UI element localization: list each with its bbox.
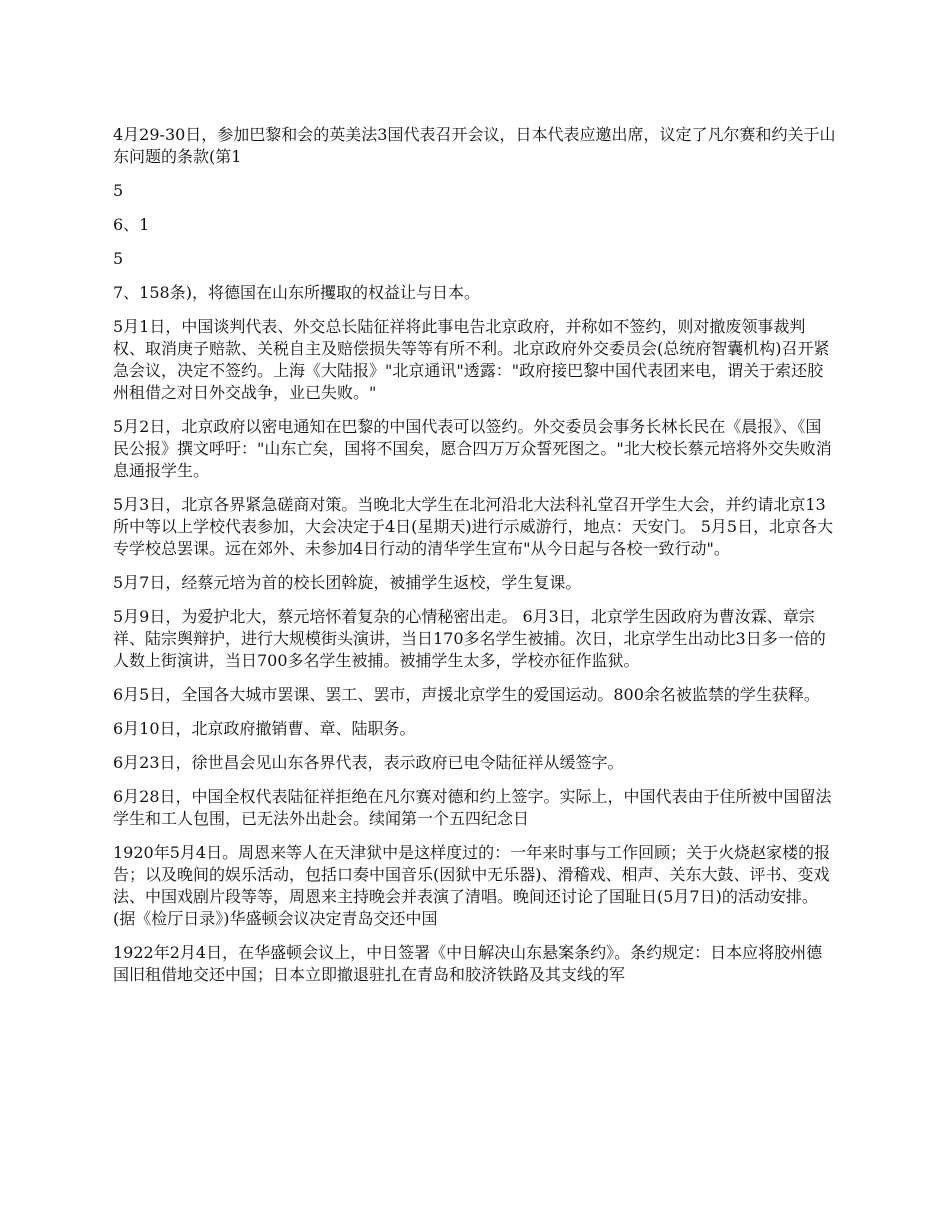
paragraph: 5月1日，中国谈判代表、外交总长陆征祥将此事电告北京政府，并称如不签约，则对撤废领事裁判权、取消庚子赔款、关税自主及赔偿损失等等有所不利。北京政府外交委员会(总统府智囊机构)召开紧急会议，决定不签约。上海《大陆报》"北京通讯"透露："政府接巴黎中国代表团来电，谓关于索还胶州租借之对日外交战争，业已失败。": [113, 317, 830, 402]
paragraph: 6月28日，中国全权代表陆征祥拒绝在凡尔赛对德和约上签字。实际上，中国代表由于住所被中国留法学生和工人包围，已无法外出赴会。续闻第一个五四纪念日: [113, 787, 832, 828]
paragraph: 4月29-30日，参加巴黎和会的英美法3国代表召开会议，日本代表应邀出席，议定了凡尔赛和约关于山东问题的条款(第1: [113, 125, 836, 166]
paragraph: 5月2日，北京政府以密电通知在巴黎的中国代表可以签约。外交委员会事务长林长民在《晨报》、《国民公报》撰文呼吁："山东亡矣，国将不国矣，愿合四万万众誓死图之。"北大校长蔡元培将外交失败消息通报学生。: [113, 417, 832, 480]
paragraph: 6月5日，全国各大城市罢课、罢工、罢市，声援北京学生的爱国运动。800余名被监禁的学生获释。: [113, 685, 820, 704]
paragraph: 6月23日，徐世昌会见山东各界代表，表示政府已电令陆征祥从缓签字。: [113, 753, 624, 772]
paragraph: 1922年2月4日，在华盛顿会议上，中日签署《中日解决山东悬案条约》。条约规定：日本应将胶州德国旧租借地交还中国；日本立即撤退驻扎在青岛和胶济铁路及其支线的军: [113, 943, 823, 984]
paragraph: 5: [113, 249, 124, 268]
paragraph: 6、1: [113, 215, 150, 234]
paragraph: 5月3日，北京各界紧急磋商对策。当晚北大学生在北河沿北大法科礼堂召开学生大会，并约请北京13所中等以上学校代表参加，大会决定于4日(星期天)进行示威游行，地点：天安门。 5月5日，北京各大专学校总罢课。远在郊外、未参加4日行动的清华学生宣布"从今日起与各校一致行动"。: [113, 495, 834, 558]
paragraph: 5月7日，经蔡元培为首的校长团斡旋，被捕学生返校，学生复课。: [113, 573, 582, 592]
paragraph: 5月9日，为爱护北大，蔡元培怀着复杂的心情秘密出走。 6月3日，北京学生因政府为曹汝霖、章宗祥、陆宗舆辩护，进行大规模街头演讲，当日170多名学生被捕。次日，北京学生出动比3日多一倍的人数上街演讲，当日700多名学生被捕。被捕学生太多，学校亦征作监狱。: [113, 607, 826, 670]
paragraph: 5: [113, 181, 124, 200]
paragraph: 7、158条)，将德国在山东所攫取的权益让与日本。: [113, 283, 480, 302]
paragraph: 1920年5月4日。周恩来等人在天津狱中是这样度过的：一年来时事与工作回顾；关于火烧赵家楼的报告；以及晚间的娱乐活动，包括口奏中国音乐(因狱中无乐器)、滑稽戏、相声、关东大鼓、评书、变戏法、中国戏剧片段等等，周恩来主持晚会并表演了清唱。晚间还讨论了国耻日(5月7日)的活动安排。(据《检厅日录》)华盛顿会议决定青岛交还中国: [113, 843, 831, 928]
paragraph: 6月10日，北京政府撤销曹、章、陆职务。: [113, 719, 416, 738]
